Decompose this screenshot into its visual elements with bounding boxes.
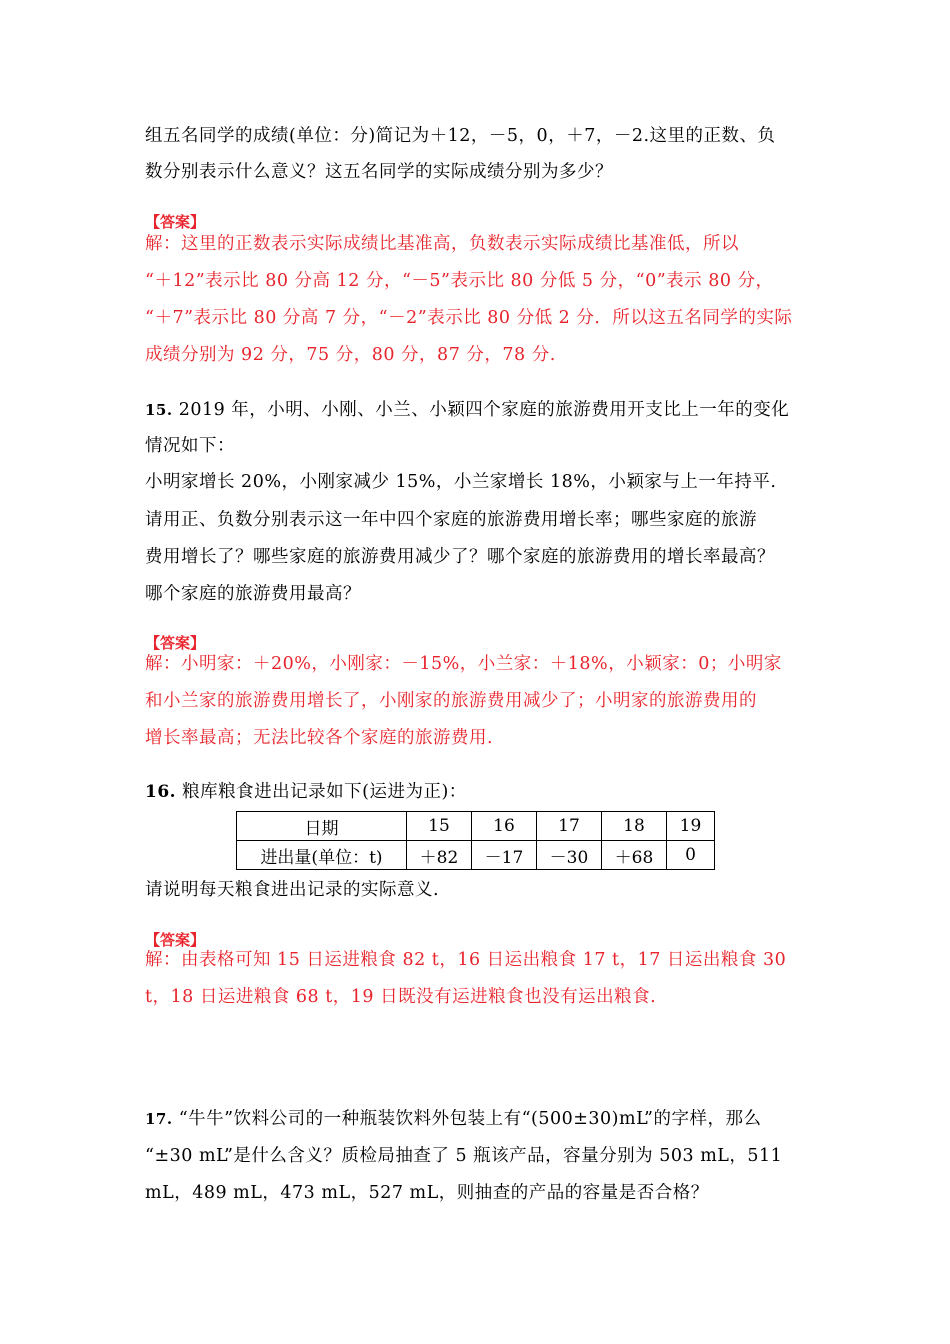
table-row	[237, 841, 715, 870]
q16-question: 请说明每天粮食进出记录的实际意义.	[145, 880, 440, 900]
q17-line-1	[145, 1107, 761, 1131]
q17-line-3: mL，489 mL，473 mL，527 mL，则抽查的产品的容量是否合格？	[145, 1183, 709, 1203]
q15-text-1: 2019 年，小明、小刚、小兰、小颖四个家庭的旅游费用开支比上一年的变化	[178, 400, 790, 420]
q15-answer-line-2: 和小兰家的旅游费用增长了，小刚家的旅游费用减少了；小明家的旅游费用的	[145, 691, 757, 711]
q15-line-2: 情况如下：	[145, 436, 235, 456]
q15-answer-line-1: 解：小明家：＋20%，小刚家：－15%，小兰家：＋18%，小颖家：0；小明家	[145, 654, 782, 674]
answer-tag: 【答案】	[145, 931, 206, 949]
q16-intro: 粮库粮食进出记录如下(运进为正)：	[182, 782, 467, 802]
q15-line-5: 费用增长了？哪些家庭的旅游费用减少了？哪个家庭的旅游费用的增长率最高？	[145, 547, 775, 567]
q15-line-1	[145, 398, 789, 422]
q16-answer-line-1: 解：由表格可知 15 日运进粮食 82 t，16 日运出粮食 17 t，17 日运出粮食 30	[145, 950, 787, 970]
grain-record-table	[236, 811, 715, 870]
q17-line-2: “±30 mL”是什么含义？质检局抽查了 5 瓶该产品，容量分别为 503 mL，511	[145, 1146, 783, 1166]
q16-line-1	[145, 780, 467, 804]
q14-line-2: 数分别表示什么意义？这五名同学的实际成绩分别为多少？	[145, 162, 613, 182]
q16-answer-line-2: t，18 日运进粮食 68 t，19 日既没有运进粮食也没有运出粮食.	[145, 987, 657, 1007]
table-cell: 日期	[237, 812, 407, 841]
q14-line-1: 组五名同学的成绩(单位：分)简记为＋12，－5，0，＋7，－2.这里的正数、负	[145, 126, 776, 146]
table-cell: 0	[667, 841, 715, 870]
q14-answer-line-4: 成绩分别为 92 分，75 分，80 分，87 分，78 分.	[145, 345, 556, 365]
q14-answer-line-3: “＋7”表示比 80 分高 7 分，“－2”表示比 80 分低 2 分．所以这五名同学的实际	[145, 308, 793, 328]
table-cell: ＋68	[602, 841, 667, 870]
q14-answer-line-1: 解：这里的正数表示实际成绩比基准高，负数表示实际成绩比基准低，所以	[145, 234, 739, 254]
q17-text-1: “牛牛”饮料公司的一种瓶装饮料外包装上有“(500±30)mL”的字样，那么	[178, 1109, 762, 1129]
question-number: 17.	[145, 1110, 173, 1128]
answer-tag: 【答案】	[145, 213, 206, 231]
table-cell: 19	[667, 812, 715, 841]
table-cell: 18	[602, 812, 667, 841]
q15-line-4: 请用正、负数分别表示这一年中四个家庭的旅游费用增长率；哪些家庭的旅游	[145, 510, 757, 530]
question-number: 16.	[145, 782, 177, 802]
table-cell: 16	[472, 812, 537, 841]
q14-answer-line-2: “＋12”表示比 80 分高 12 分，“－5”表示比 80 分低 5 分，“0”表示 80 分，	[145, 271, 774, 291]
table-cell: －30	[537, 841, 602, 870]
q15-line-6: 哪个家庭的旅游费用最高？	[145, 584, 361, 604]
table-cell: 进出量(单位：t)	[237, 841, 407, 870]
table-cell: －17	[472, 841, 537, 870]
table-header-row	[237, 812, 715, 841]
table-cell: ＋82	[407, 841, 472, 870]
table-cell: 15	[407, 812, 472, 841]
question-number: 15.	[145, 401, 173, 419]
q15-line-3: 小明家增长 20%，小刚家减少 15%，小兰家增长 18%，小颖家与上一年持平.	[145, 472, 777, 492]
q15-answer-line-3: 增长率最高；无法比较各个家庭的旅游费用.	[145, 728, 494, 748]
table-cell: 17	[537, 812, 602, 841]
answer-tag: 【答案】	[145, 634, 206, 652]
